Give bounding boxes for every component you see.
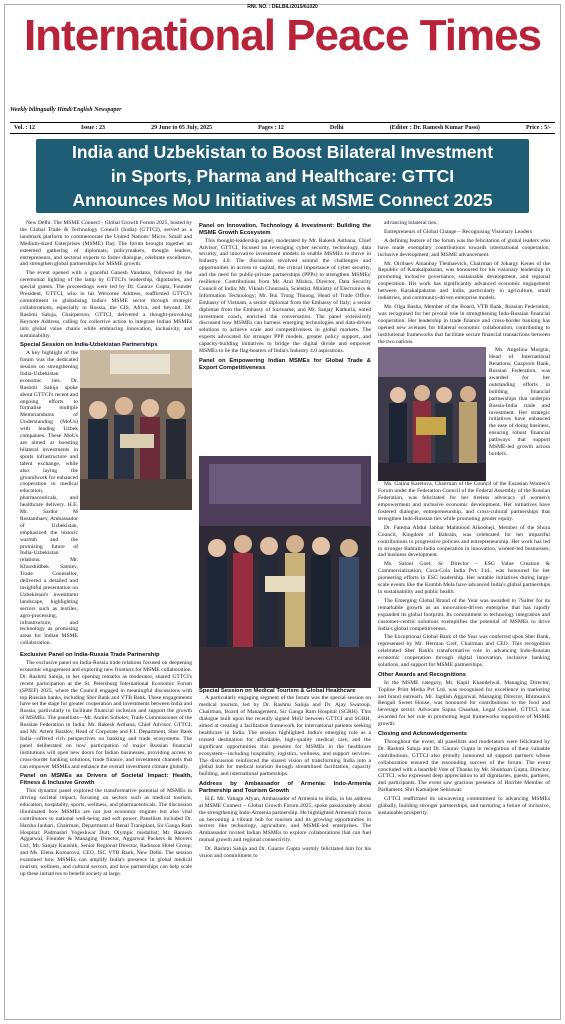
paragraph: Dr. Rashmi Saluja and Dr. Gaurav Gupta warmly felicitated him for his vision and commitment to [199, 846, 371, 860]
headline-line-3: Announces MoU Initiatives at MSME Connect 2025 [72, 190, 493, 210]
paragraph: New Delhi. The MSME Connect - Global Growth Forum 2025, hosted by the Global Trade & Technology Council (India) (GTTCI), served as a landmark platform to commemorate the United Nations' Micro, Small and Medium-sized Enterprises (MSME) Day. The forum brought together an esteemed gathering of diplomats, policymakers, thought leaders, entrepreneurs, and sectoral experts to foster dialogue, celebrate excellence, and strengthen global partnerships for MSME growth. [20, 220, 192, 268]
photo-group-stage [199, 456, 371, 688]
section-heading: Special Session on India-Uzbekistan Partnerships [20, 342, 158, 349]
issue-info-bar [10, 122, 555, 134]
paragraph: Ms. Olga Basha, Member of the Board, VTB Bank, Russian Federation, was recognised for her pivotal role in strengthening Indo-Russian financial cooperation. Her leadership in trade finance and cross-border banking has opened new avenues for bilateral economic collaboration, contributing to institutional frameworks that facilitate secure financial transactions between the two nations. [378, 303, 550, 345]
paragraph: This dynamic panel explored the transformative potential of MSMEs in driving societal impact, focusing on sectors such as medical tourism, education, hospitality, sports, wellness, and pharmaceuticals. The discussion illuminated how MSMEs are not just economic engines but also vital contributors to national well-being and soft power. Panellists included Dr. Harsha Jauhari, Chairman, Department of Renal Transplant, Sir Ganga Ram Hospital; Padmashri Yogeshwar Dutt, Olympic medallist; Mr. Ramesh Aggarwal, Founder & Managing Director, Aggarwal Packers & Movers Ltd.; Mr. Sanjay Kaushik, Senior Regional Director, Radisson Hotel Group; and Ms. Elena Komarova, CEO, JSC VTB Bank, New Delhi. The session examined how MSMEs can amplify India's presence in global medical tourism, wellness, and cultural sectors, and how partnerships can help scale up these initiatives to benefit society at large. [20, 788, 192, 877]
headline-line-1: India and Uzbekistan to Boost Bilateral Investment [71, 142, 494, 162]
article-column-1 [20, 220, 192, 1013]
paragraph: Entrepreneurs of Global Change – Recognising Visionary Leaders [384, 228, 533, 235]
editor: (Editor : Dr. Ramesh Kumar Passi) [389, 125, 480, 131]
paragraph: The event opened with a graceful Ganesh Vandana, followed by the ceremonial lighting of the lamp by GTTCI's leadership, dignitaries, and special guests. The proceedings were led by Dr. Gaurav Gupta, Founder President, GTTCI, who in his Welcome Address, reaffirmed GTTCI's commitment to globalising India's MSME sector through strategic collaborations, especially in Russia, the CIS, Africa, and beyond. Dr. Rashmi Saluja, Chairperson, GTTCI, delivered a thought-provoking Keynote Address, calling for collective action to integrate Indian MSMEs into global value chains while embracing innovation, inclusivity, and sustainability. [20, 270, 192, 339]
tagline: Weekly bilingually Hindi/English Newspaper [10, 107, 122, 113]
paragraph-wrap [20, 350, 78, 649]
paragraph: This thought-leadership panel, moderated by Mr. Rakesh Asthana, Chief Advisor, GTTCI, focused on leveraging cyber security, technology, data security, and innovative investment models to enable MSMEs to thrive in Industry 4.0. The discussion revolved around the challenges and opportunities in access to capital, the critical importance of cyber security, and the need for public-private partnerships (PPPs) to strengthen MSMEs' resilience. Contributions from Mr. Atul Mishra, Director, Data Security Council of India; Mr. Vikash Chourasia, Scientist, Ministry of Electronics & Information Technology; Mr. Bui Trung Thuong, Head of Trade Office, Embassy of Vietnam, a senior diplomat from the Embassy of Italy; a senior diplomat from the Embassy of Suriname; and Mr. Sanjay Kathuria, noted investment coach, enriched the conversation. The panel extensively discussed how MSMEs can harness emerging technologies and data-driven solutions to achieve scale and competitiveness in global markets. The experts advocated for stronger PPP models, greater policy support, and capacity-building initiatives to bridge the digital divide and empower MSMEs to be the flag-bearers of India's Industry 4.0 aspirations. [199, 237, 371, 355]
section-heading: Special Session on Medical Tourism & Global Healthcare [199, 687, 356, 694]
paragraph: A defining feature of the forum was the felicitation of global leaders who have made exemplary contributions towards international cooperation, inclusive development, and MSME advancement. [378, 237, 550, 258]
paragraph: A particularly engaging segment of the forum was the special session on medical tourism, led by Dr. Rashmi Saluja and Dr. Ajay Swaroop, Chairman, Board of Management, Sir Ganga Ram Hospital (SGRH). This dialogue built upon the recently signed MoU between GTTCI and SGRH, aimed at creating a facilitation framework for international patients seeking healthcare in India. The session highlighted India's emerging role as a trusted destination for affordable, high-quality medical care, and the significant opportunities this presents for MSMEs in the healthcare ecosystem—including hospitality, logistics, wellness, and support services. The discussion reinforced the shared vision of transforming India into a global hub for medical tourism through streamlined facilitation, capacity building, and international partnerships. [199, 695, 371, 778]
section-heading: Closing and Acknowledgements [378, 731, 468, 738]
issue: Issue : 23 [81, 125, 106, 131]
paragraph: Throughout the event, all panellists and moderators were felicitated by Dr. Rashmi Saluja and Dr. Gaurav Gupta in recognition of their valuable contributions. GTTCI also proudly honoured all support partners whose collaboration ensured the resounding success of the forum. The event concluded with a heartfelt Vote of Thanks by Mr. Shubham Gupta, Director, GTTCI, who expressed deep appreciation to all dignitaries, guests, partners, and participants. The event saw gracious presence of Hon'ble Member of Parliament, Shri Kamaljeet Sehrawat. [378, 738, 550, 794]
paragraph: Dr. Fatema Abdul Jabbar Mahmood Alkooheji, Member of the Shura Council, Kingdom of Bahrain, was celebrated for her impactful contributions to progressive policies and entrepreneurship. Her work has led to stronger Bahrain-India cooperation in innovation, women-led businesses, and business development. [378, 524, 550, 559]
section-heading: Panel on Empowering Indian MSMEs for Global Trade & Export Competitiveness [199, 358, 371, 371]
headline [36, 139, 529, 213]
paragraph: Ms. Saloni Goel, Sr. Director – ESG Value Creation & Commercialization, Coca-Cola India Pvt. Ltd., was honoured for her pioneering efforts in ESG leadership. Her notable initiatives during large-scale events like the Kumbh Mela have advanced India's global partnerships in sustainability and public health. [378, 561, 550, 595]
paragraph: GTTCI reaffirmed its unwavering commitment to advancing MSMEs globally, building stronger partnerships, and nurturing a future of inclusive, sustainable prosperity. [378, 796, 550, 816]
section-heading: Exclusive Panel on India-Russia Trade Partnership [20, 652, 160, 659]
rni-number: RNI. NO. : DELBIL/2015/61020 [247, 4, 318, 10]
headline-line-2: in Sports, Pharma and Healthcare: GTTCI [110, 166, 455, 186]
photo-award-ceremony [378, 347, 486, 481]
paragraph: Ms. Angelina Morgun, Head of International Relations, Gazprom Bank, Russian Federation, was awarded for her outstanding efforts in building financial partnerships that underpin Russia-India trade and investment. Her strategic initiatives have enhanced the ease of doing business, ensuring robust financial pathways that support MSME-led growth across borders. [489, 347, 550, 457]
section-heading: Panel on MSMEs as Drivers of Societal Impact: Health, Fitness & Inclusive Growth [20, 773, 192, 787]
pages: Pages : 12 [258, 125, 284, 131]
paragraph: Mr. Oiribaev Amanbay Tleubaevich, Chairman of Jokargy Kenes of the Republic of Karakalpakstan, was honoured for his visionary leadership in promoting inclusive governance, sustainable development, and regional cooperation. His work has significantly advanced economic engagement between Karakalpakstan and India, particularly in agriculture, small industries, and community-driven enterprise models. [378, 260, 550, 302]
article-column-3 [378, 220, 550, 1013]
paragraph: The exclusive panel on India-Russia trade relations focused on deepening economic engagement and exploring new frontiers for MSME collaboration. Dr. Rashmi Saluja, in her opening remarks as moderator, shared GTTCI's recent participation at the St. Petersburg International Economic Forum (SPIEF) 2025, where the Council engaged in meaningful discussions with top Russian banks, including Sber Bank and VTB Bank. These engagements have set the stage for greater cooperation and investments between India and Russia, particularly to facilitate financial inclusion and support the growth of MSMEs. The panellists—Mr. Andrei Sobolev, Trade Commissioner of the Russian Federation in India; Mr. Rakesh Asthana, Chief Advisor, GTTCI; and Mr. Artem Batalov, Head of Corporate and F.I. Department, Sber Bank India—offered rich perspectives on banking and trade ecosystems. The panel deliberated on how participation of major Russian financial institutions will open new doors for Indian businesses, providing access to cross-border banking solutions, trade finance, and investment channels that can empower MSMEs and enhance the overall investment climate globally. [20, 659, 192, 770]
paragraph: Ms. Galina Karelova, Chairman of the Council of the Eurasian Women's Forum under the Federation Council of the Federal Assembly of the Russian Federation, was felicitated for her tireless advocacy of women's empowerment and inclusive economic development. Her initiatives have fostered dialogue, entrepreneurship, and cross-cultural partnerships that strengthen Indo-Russian ties while promoting gender equity. [378, 481, 550, 522]
volume: Vol. : 12 [14, 125, 35, 131]
paragraph: A key highlight of the forum was the dedicated session on strengthening India-Uzbekistan economic ties. Dr. Rashmi Saluja spoke about GTTCI's recent and ongoing efforts to formalise multiple Memorandums of Understanding (MoUs) with leading Uzbek companies. These MoUs are aimed at boosting bilateral investments in sports infrastructure and talent exchange, while also laying the groundwork for enhanced cooperation in medical education, pharmaceuticals, and healthcare delivery. H.E. Mr. Sardor M Rustambaev, Ambassador of Uzbekistan, emphasized the historic warmth and the promising future of India-Uzbekistan relations. Mr. Khurshidbek Samiev, Trade Counsellor, delivered a detailed and insightful presentation on Uzbekistan's investment landscape, highlighting sectors such as textiles, agro-processing, infrastructure, and technology as promising areas for Indian MSME collaboration. [20, 350, 79, 647]
paragraph: H.E. Mr. Vahagn Afyan, Ambassador of Armenia to India, in his address at MSME Connect – Global Growth Forum 2025, spoke passionately about the strengthening Indo-Armenia partnership. He highlighted Armenia's focus on becoming a vibrant hub for tourism and its growing opportunities in sectors like technology, agriculture, and MSME-led enterprises. The Ambassador invited Indian MSMEs to explore collaborations that can fuel mutual growth and regional connectivity. [199, 795, 371, 844]
paragraph: In the MSME category, Mr. Kapil Khandelwal, Managing Director, Topline Print Media Pvt Ltd, was recognised for excellence in marketing and brand outreach. Mr. Jagdish Aggarwal, Managing Director, Bhimsain's Bengali Sweet House, was honoured for contributions to the food and beverage sector. Advocate Sapna Chauhan, Legal Counsel, GTTCI, was awarded for her role in promoting legal frameworks supportive of MSME growth. [378, 679, 550, 728]
section-heading: Panel on Innovation, Technology & Investment: Building the MSME Growth Ecosystem [199, 223, 371, 236]
masthead-title: International Peace Times [23, 11, 542, 60]
paragraph-wrap [489, 347, 550, 481]
section-heading: Other Awards and Recognitions [378, 671, 466, 678]
price: Price : 5/- [525, 125, 551, 131]
photo-group-uzbek [80, 350, 192, 510]
paragraph: The Emerging Global Brand of the Year was awarded to 7Salter for its remarkable growth as an innovation-driven enterprise that has rapidly expanded its global footprint. Its commitment to technology integration and customer-centric solutions exemplifies the potential of MSMEs to drive India's global competitiveness. [378, 597, 550, 632]
paragraph: The Exceptional Global Bank of the Year was conferred upon Sber Bank, represented by Mr. Herman Gref, Chairman and CEO. This recognition celebrated Sber Bank's transformative role in advancing Indo-Russian economic cooperation through digital innovation, inclusive banking solutions, and support for MSME partnerships. [378, 634, 550, 669]
city: Delhi [329, 125, 344, 131]
dates: 29 June to 05 July, 2025 [151, 125, 213, 131]
paragraph: advancing bilateral ties. [384, 220, 438, 226]
section-heading: Address by Ambassador of Armenia: Indo-Armenia Partnership and Tourism Growth [199, 781, 371, 795]
